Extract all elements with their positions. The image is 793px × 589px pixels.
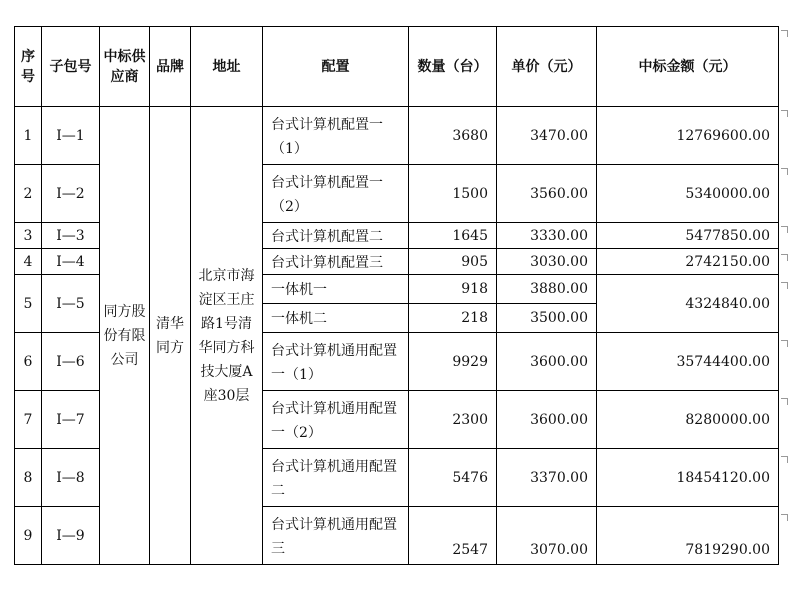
package-cell: I—7 [42,391,100,449]
package-cell: I—3 [42,223,100,249]
seq-cell: 8 [15,449,42,507]
seq-cell: 9 [15,507,42,565]
amount-cell: 8280000.00 [597,391,779,449]
amount-cell: 5477850.00 [597,223,779,249]
unit-price-cell: 3370.00 [497,449,597,507]
table-row [15,107,779,165]
config-cell: 台式计算机配置一（1） [263,107,409,165]
header-row [15,27,779,107]
supplier-cell: 同方股份有限公司 [100,107,150,565]
quantity-cell: 3680 [409,107,497,165]
unit-price-cell: 3030.00 [497,249,597,275]
config-cell: 台式计算机配置二 [263,223,409,249]
package-cell: I—8 [42,449,100,507]
header-seq: 序号 [15,27,42,107]
amount-cell: 5340000.00 [597,165,779,223]
config-cell: 台式计算机配置一（2） [263,165,409,223]
quantity-cell: 5476 [409,449,497,507]
config-cell: 一体机二 [263,304,409,333]
package-cell: I—6 [42,333,100,391]
seq-cell: 7 [15,391,42,449]
paragraph-mark [781,340,788,347]
amount-cell: 4324840.00 [597,275,779,333]
unit-price-cell: 3500.00 [497,304,597,333]
package-cell: I—9 [42,507,100,565]
package-cell: I—1 [42,107,100,165]
paragraph-mark [781,168,788,175]
header-quantity: 数量（台） [409,27,497,107]
quantity-cell: 905 [409,249,497,275]
amount-cell: 12769600.00 [597,107,779,165]
config-cell: 一体机一 [263,275,409,304]
unit-price-cell: 3070.00 [497,507,597,565]
quantity-cell: 9929 [409,333,497,391]
unit-price-cell: 3560.00 [497,165,597,223]
quantity-cell: 1645 [409,223,497,249]
seq-cell: 4 [15,249,42,275]
quantity-cell: 1500 [409,165,497,223]
seq-cell: 3 [15,223,42,249]
amount-cell: 35744400.00 [597,333,779,391]
config-cell: 台式计算机通用配置一（1） [263,333,409,391]
config-cell: 台式计算机配置三 [263,249,409,275]
header-supplier: 中标供应商 [100,27,150,107]
amount-cell: 2742150.00 [597,249,779,275]
header-address: 地址 [191,27,263,107]
header-brand: 品牌 [150,27,191,107]
seq-cell: 1 [15,107,42,165]
paragraph-mark [781,398,788,405]
quantity-cell: 218 [409,304,497,333]
bid-result-table [14,26,779,565]
brand-cell: 清华同方 [150,107,191,565]
config-cell: 台式计算机通用配置三 [263,507,409,565]
amount-cell: 7819290.00 [597,507,779,565]
paragraph-mark [781,254,788,261]
package-cell: I—4 [42,249,100,275]
seq-cell: 5 [15,275,42,333]
address-cell: 北京市海淀区王庄路1号清华同方科技大厦A座30层 [191,107,263,565]
paragraph-mark [781,110,788,117]
quantity-cell: 2547 [409,507,497,565]
package-cell: I—5 [42,275,100,333]
seq-cell: 6 [15,333,42,391]
amount-cell: 18454120.00 [597,449,779,507]
unit-price-cell: 3470.00 [497,107,597,165]
seq-cell: 2 [15,165,42,223]
unit-price-cell: 3600.00 [497,333,597,391]
unit-price-cell: 3880.00 [497,275,597,304]
paragraph-mark [781,226,788,233]
unit-price-cell: 3330.00 [497,223,597,249]
paragraph-mark [781,514,788,521]
config-cell: 台式计算机通用配置一（2） [263,391,409,449]
unit-price-cell: 3600.00 [497,391,597,449]
package-cell: I—2 [42,165,100,223]
quantity-cell: 918 [409,275,497,304]
quantity-cell: 2300 [409,391,497,449]
config-cell: 台式计算机通用配置二 [263,449,409,507]
header-unit-price: 单价（元） [497,27,597,107]
paragraph-mark [781,282,788,289]
paragraph-mark [781,30,788,37]
header-config: 配置 [263,27,409,107]
paragraph-mark [781,456,788,463]
header-amount: 中标金额（元） [597,27,779,107]
header-package: 子包号 [42,27,100,107]
